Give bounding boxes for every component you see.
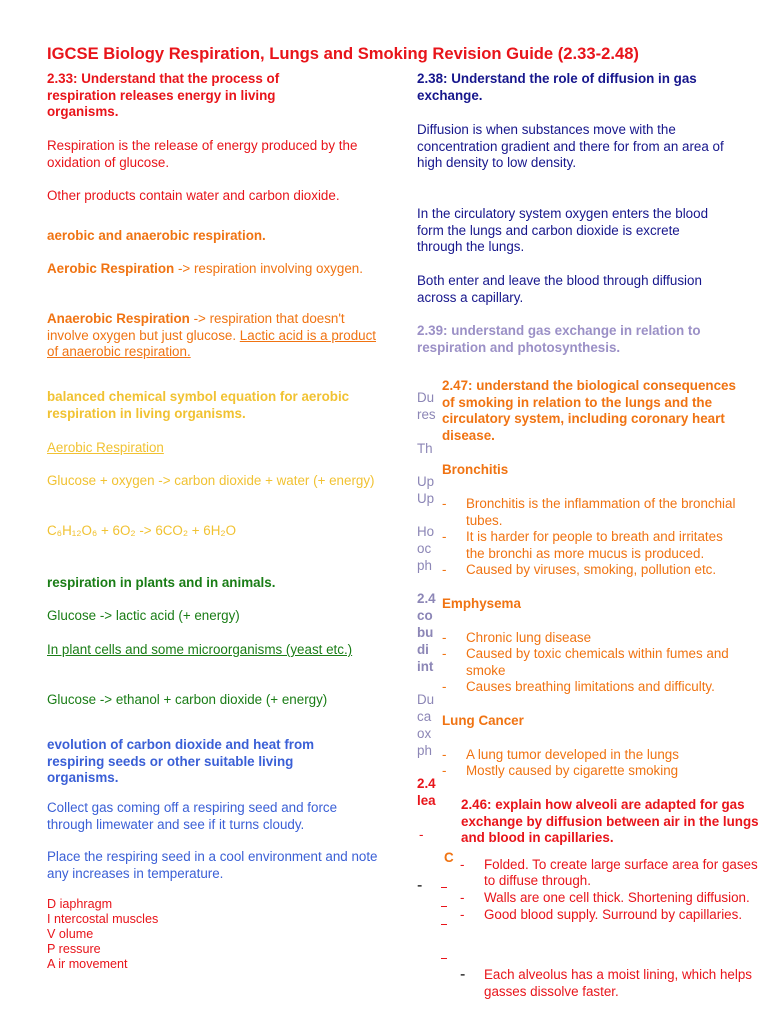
anaerobic-term: Anaerobic Respiration <box>47 311 190 326</box>
list-item: - It is harder for people to breath and irritates the bronchi as more mucus is produced. <box>442 529 723 561</box>
list-item: - Good blood supply. Surround by capillaries. <box>460 906 743 922</box>
bronchitis-title: Bronchitis <box>442 462 509 478</box>
list-item: - Folded. To create large surface area for gases to diffuse through. <box>460 856 758 889</box>
obscured-fragment: di <box>417 642 429 657</box>
emphysema-list <box>442 630 762 696</box>
mnemonic-list <box>47 897 247 972</box>
page-title: IGCSE Biology Respiration, Lungs and Smoking Revision Guide (2.33-2.48) <box>47 44 639 63</box>
s247-heading: 2.47: understand the biological consequences of smoking in relation to the lungs and the circulatory system, including coronary heart disease. <box>442 378 736 443</box>
list-item: - Causes breathing limitations and difficulty. <box>442 679 715 695</box>
smoking-consequences-box <box>442 378 768 796</box>
obscured-fragment: ca <box>417 709 432 724</box>
evolution-para-1: Collect gas coming off a respiring seed and force through limewater and see if it turns cloudy. <box>47 800 338 832</box>
list-item: - Mostly caused by cigarette smoking <box>442 763 679 779</box>
obscured-fragment: ph <box>417 558 432 573</box>
symbol-equation: C₆H₁₂O₆ + 6O₂ -> 6CO₂ + 6H₂O <box>47 523 237 538</box>
obscured-fragment: Up <box>417 474 435 489</box>
anaerobic-definition <box>47 311 377 361</box>
obscured-fragment: bu <box>417 625 434 640</box>
obscured-fragment: ox <box>417 726 432 741</box>
equation-heading: balanced chemical symbol equation for aerobic respiration in living organisms. <box>47 389 350 421</box>
evolution-para-2: Place the respiring seed in a cool environment and note any increases in temperature. <box>47 849 378 881</box>
dash-mark <box>441 958 447 959</box>
lung-cancer-title: Lung Cancer <box>442 712 524 728</box>
obscured-fragment: res <box>417 407 436 422</box>
emphysema-title: Emphysema <box>442 595 521 611</box>
s238-para-1: Diffusion is when substances move with the concentration gradient and there for from an area of high density to low density. <box>417 122 724 171</box>
lactic-acid-equation: Glucose -> lactic acid (+ energy) <box>47 608 240 623</box>
obscured-fragment: C <box>444 850 454 865</box>
list-item: - Chronic lung disease <box>442 629 592 645</box>
dash-mark <box>441 887 447 888</box>
obscured-fragment: ph <box>417 743 432 758</box>
obscured-fragment: Th <box>417 441 433 456</box>
list-item: - Caused by toxic chemicals within fumes and smoke <box>442 646 729 678</box>
list-item: - Bronchitis is the inflammation of the bronchial tubes. <box>442 495 736 528</box>
obscured-fragment: 2.4 <box>417 776 436 791</box>
bronchitis-list <box>442 496 742 579</box>
s239-heading: 2.39: understand gas exchange in relation to respiration and photosynthesis. <box>417 323 701 355</box>
mnemonic-item: I ntercostal muscles <box>47 912 159 926</box>
obscured-fragment: - <box>417 877 423 894</box>
word-equation: Glucose + oxygen -> carbon dioxide + water (+ energy) <box>47 473 375 488</box>
s233-para-2: Other products contain water and carbon dioxide. <box>47 188 340 203</box>
ethanol-equation: Glucose -> ethanol + carbon dioxide (+ energy) <box>47 692 328 707</box>
obscured-fragment: 2.4 <box>417 591 436 606</box>
list-item: - Caused by viruses, smoking, pollution etc. <box>442 562 717 578</box>
dash-mark <box>441 906 447 907</box>
mnemonic-item: A ir movement <box>47 957 128 971</box>
obscured-fragment: lea <box>417 793 436 808</box>
list-item: Each alveolus has a moist lining, which helps gasses dissolve faster. <box>484 967 752 999</box>
plants-animals-heading: respiration in plants and in animals. <box>47 575 276 590</box>
anaerobic-def-text: -> respiration that doesn't involve oxygen but just glucose. <box>47 311 345 343</box>
mnemonic-item: V olume <box>47 927 94 941</box>
s233-para-1: Respiration is the release of energy produced by the oxidation of glucose. <box>47 138 358 170</box>
list-item: - A lung tumor developed in the lungs <box>442 746 679 762</box>
s233-heading: 2.33: Understand that the process of respiration releases energy in living organisms. <box>47 71 280 120</box>
obscured-fragment: - <box>419 827 424 842</box>
lung-cancer-list <box>442 747 742 780</box>
obscured-fragment: Ho <box>417 524 435 539</box>
aerobic-anaerobic-heading: aerobic and anaerobic respiration. <box>47 228 266 243</box>
black-dash: - <box>460 966 466 983</box>
aerobic-term: Aerobic Respiration <box>47 261 175 276</box>
mnemonic-item: P ressure <box>47 942 101 956</box>
alveoli-adaptation-box <box>455 795 768 1005</box>
dash-mark <box>441 924 447 925</box>
obscured-fragment: Du <box>417 390 435 405</box>
obscured-fragment: co <box>417 608 433 623</box>
evolution-heading: evolution of carbon dioxide and heat from respiring seeds or other suitable living organisms. <box>47 737 315 786</box>
aerobic-respiration-subheading: Aerobic Respiration <box>47 440 164 455</box>
obscured-fragment: int <box>417 659 434 674</box>
plant-cells-note: In plant cells and some microorganisms (yeast etc.) <box>47 642 353 657</box>
alveoli-list <box>460 857 760 923</box>
s238-para-3: Both enter and leave the blood through diffusion across a capillary. <box>417 273 702 305</box>
s238-para-2: In the circulatory system oxygen enters the blood form the lungs and carbon dioxide is excrete through the lungs. <box>417 206 709 255</box>
s246-heading: 2.46: explain how alveoli are adapted for gas exchange by diffusion between air in the lungs and blood in capillaries. <box>461 797 759 846</box>
aerobic-def-text: -> respiration involving oxygen. <box>174 261 363 276</box>
obscured-fragment: Up <box>417 491 435 506</box>
s238-heading: 2.38: Understand the role of diffusion in gas exchange. <box>417 71 697 103</box>
aerobic-definition <box>47 261 367 278</box>
obscured-fragment: oc <box>417 541 432 556</box>
mnemonic-item: D iaphragm <box>47 897 113 911</box>
obscured-fragment: Du <box>417 692 435 707</box>
list-item: - Walls are one cell thick. Shortening diffusion. <box>460 889 750 905</box>
lactic-acid-note: Lactic acid is a product of anaerobic respiration. <box>47 327 377 360</box>
